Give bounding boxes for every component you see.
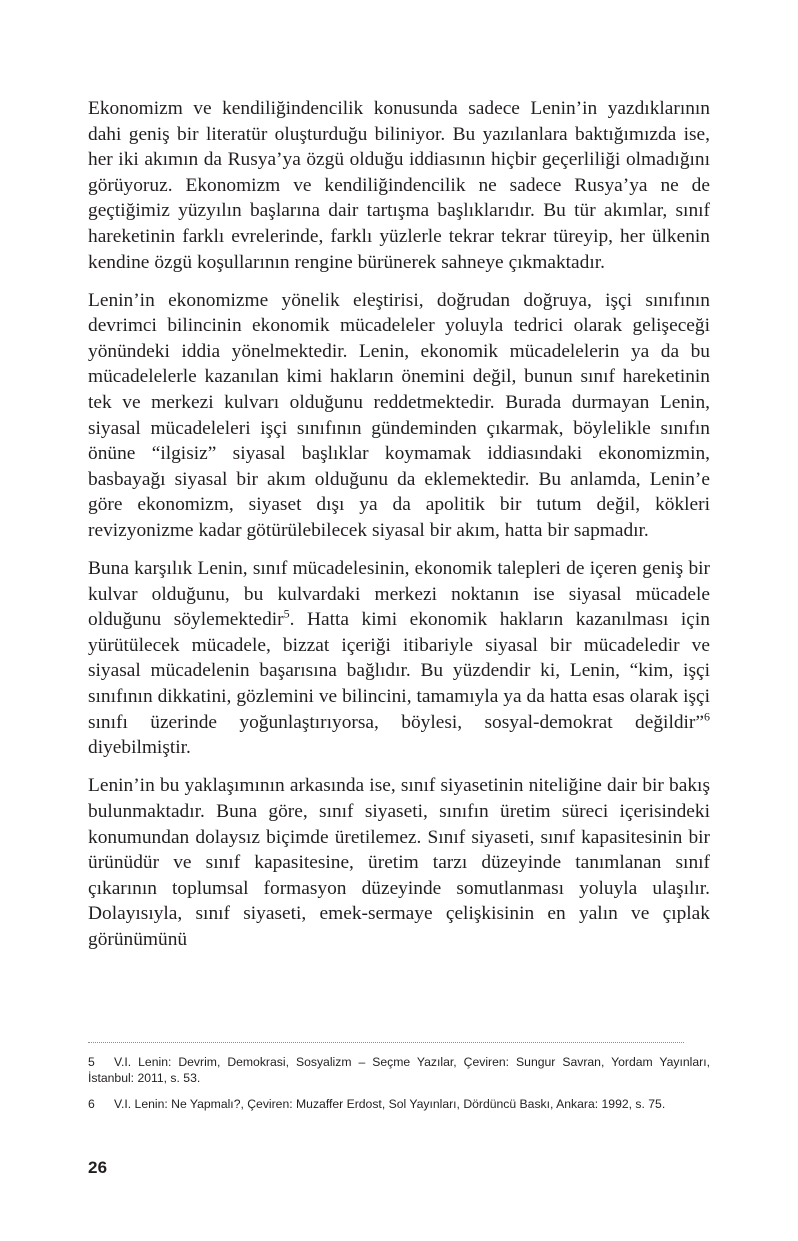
footnote-marker-5[interactable]: 5 bbox=[283, 606, 290, 621]
paragraph-4: Lenin’in bu yaklaşımının arkasında ise, sınıf siyasetinin niteliğine dair bir bakış bulunmaktadır. Buna göre, sınıf siyaseti, sınıfın üretim süreci içerisindeki konumundan dolaysız biçimde üretilemez. Sınıf siyaseti, sınıf kapasitesinin bir ürünüdür ve sınıf kapasitesine, üretim tarzı düzeyinde tanımlanan sınıf çıkarının toplumsal formasyon düzeyinde somutlanması yoluyla ulaşılır. Dolayısıyla, sınıf siyaseti, emek-sermaye çelişkisinin en yalın ve çıplak görünümünü bbox=[88, 775, 710, 950]
paragraph-3-part-3: diyebilmiştir. bbox=[88, 737, 191, 759]
footnotes-block bbox=[88, 1054, 710, 1112]
footnote-6-number: 6 bbox=[88, 1096, 95, 1111]
paragraph-3-part-2: . Hatta kimi ekonomik hakların kazanılması için yürütülecek mücadele, bizzat içeriği itibariyle siyasal bir mücadeledir ve siyasal mücadelenin başarısına bağlıdır. Bu yüzdendir ki, Lenin, “kim, işçi sınıfının dikkatini, gözlemini ve bilincini, tamamıyla ya da hatta esas olarak işçi sınıfı üzerinde yoğunlaştırıyorsa, böylesi, sosyal-demokrat değildir” bbox=[88, 609, 710, 733]
paragraph-3-part-1: Buna karşılık Lenin, sınıf mücadelesinin, ekonomik talepleri de içeren geniş bir kulvar olduğunu, bu kulvardaki merkezi noktanın ise siyasal mücadele olduğunu söylemektedir bbox=[88, 558, 710, 631]
paragraph-3 bbox=[88, 556, 710, 761]
footnote-5 bbox=[88, 1054, 710, 1087]
footnote-6-text: V.I. Lenin: Ne Yapmalı?, Çeviren: Muzaffer Erdost, Sol Yayınları, Dördüncü Baskı, Ankara: 1992, s. 75. bbox=[114, 1096, 666, 1111]
page-number: 26 bbox=[88, 1158, 108, 1177]
footnote-5-text: V.I. Lenin: Devrim, Demokrasi, Sosyalizm – Seçme Yazılar, Çeviren: Sungur Savran, Yordam Yayınları, İstanbul: 2011, s. 53. bbox=[88, 1055, 710, 1086]
footnote-5-number: 5 bbox=[88, 1055, 95, 1069]
paragraph-2: Lenin’in ekonomizme yönelik eleştirisi, doğrudan doğruya, işçi sınıfının devrimci bilincinin ekonomik mücadeleler yoluyla tedrici olarak gelişeceği yönündeki iddia yönelmektedir. Lenin, ekonomik mücadelelerin ya da bu mücadelelerle kazanılan kimi hakların önemini değil, bunun sınıf hareketinin tek ve merkezi kulvarı olduğunu reddetmektedir. Burada durmayan Lenin, siyasal mücadeleleri işçi sınıfının gündeminden çıkarmak, böylelikle sınıfın önüne “ilgisiz” siyasal başlıklar koymamak iddiasındaki ekonomizmin, basbayağı siyasal bir akım olduğunu da eklemektedir. Bu anlamda, Lenin’e göre ekonomizm, siyaset dışı ya da apolitik bir tutum değil, kökleri revizyonizme kadar götürülebilecek siyasal bir akım, hatta bir sapmadır. bbox=[88, 289, 710, 541]
footnote-6 bbox=[88, 1096, 710, 1112]
footnote-separator bbox=[88, 1042, 684, 1043]
footnote-marker-6[interactable]: 6 bbox=[703, 709, 710, 724]
body-text-block bbox=[88, 96, 710, 953]
paragraph-1: Ekonomizm ve kendiliğindencilik konusunda sadece Lenin’in yazdıklarının dahi geniş bir literatür oluşturduğu biliniyor. Bu yazılanlara baktığımızda ise, her iki akımın da Rusya’ya özgü olduğu iddiasının hiçbir geçerliliği olmadığını görüyoruz. Ekonomizm ve kendiliğindencilik ne sadece Rusya’ya ne de geçtiğimiz yüzyılın başlarına dair tartışma başlıklarıdır. Bu tür akımlar, sınıf hareketinin farklı evrelerinde, farklı yüzlerle tekrar tekrar türeyip, her ülkenin kendine özgü koşullarının rengine bürünerek sahneye çıkmaktadır. bbox=[88, 98, 710, 273]
